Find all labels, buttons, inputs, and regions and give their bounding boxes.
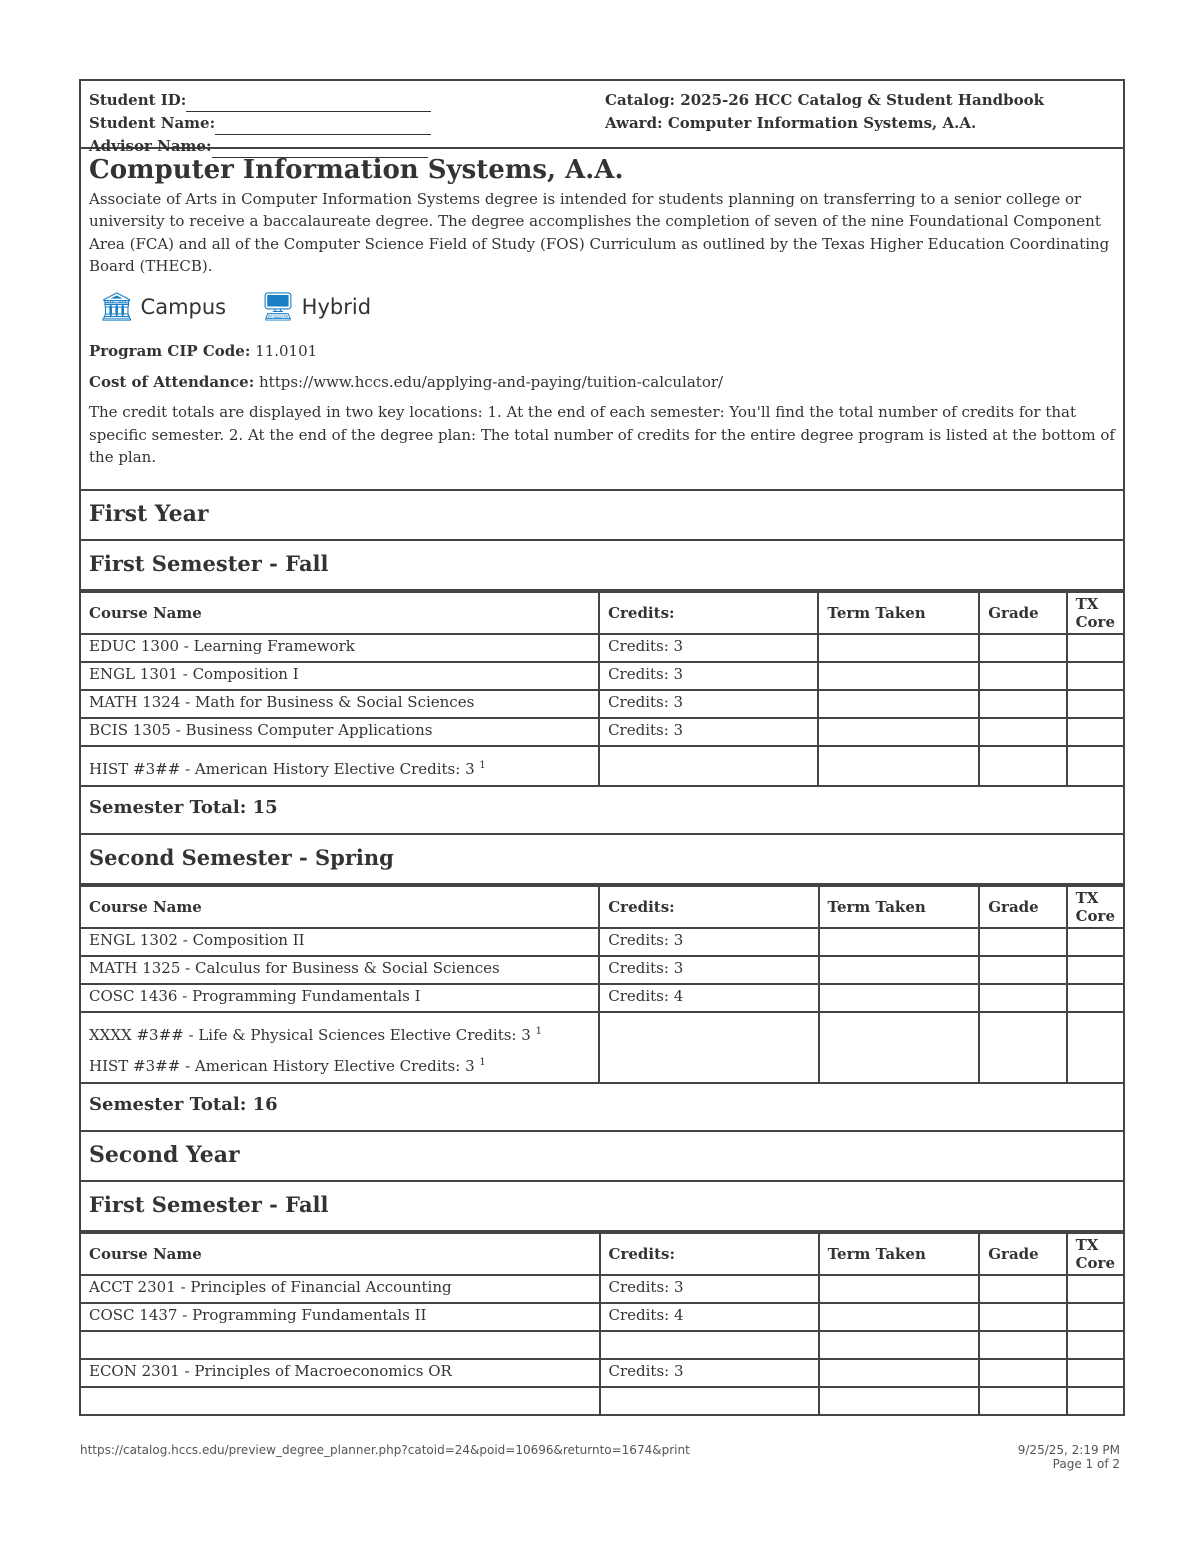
cip-label: Program CIP Code: xyxy=(89,342,251,360)
course-table xyxy=(81,885,1123,1084)
degree-plan xyxy=(79,79,1125,1416)
elective-cell xyxy=(81,746,599,786)
table-row xyxy=(81,984,1123,1012)
student-name-label: Student Name: xyxy=(89,114,216,132)
credits-cell: Credits: 3 xyxy=(599,634,818,662)
column-header: Course Name xyxy=(81,886,599,928)
table-row xyxy=(81,1331,1123,1359)
grade-cell[interactable] xyxy=(979,956,1066,984)
elective-row xyxy=(81,1012,1123,1083)
term-taken-cell[interactable] xyxy=(819,1331,980,1359)
tx-core-cell[interactable] xyxy=(1067,956,1123,984)
table-header-row xyxy=(81,592,1123,634)
term-taken-cell[interactable] xyxy=(818,746,979,786)
year-heading: Second Year xyxy=(81,1132,1123,1182)
table-row xyxy=(81,1275,1123,1303)
mode-hybrid xyxy=(260,289,372,323)
column-header: Course Name xyxy=(81,1233,600,1275)
course-name-cell xyxy=(81,1331,600,1359)
table-header-row xyxy=(81,1233,1123,1275)
course-name-cell: COSC 1437 - Programming Fundamentals II xyxy=(81,1303,600,1331)
elective-row xyxy=(81,746,1123,786)
tx-core-cell[interactable] xyxy=(1067,1359,1123,1387)
credits-cell: Credits: 3 xyxy=(600,1359,819,1387)
table-row xyxy=(81,718,1123,746)
program-title: Computer Information Systems, A.A. xyxy=(89,155,624,185)
course-name-cell: MATH 1325 - Calculus for Business & Social Sciences xyxy=(81,956,599,984)
elective-text: XXXX #3## - Life & Physical Sciences Elective Credits: 3 xyxy=(89,1025,531,1044)
grade-cell[interactable] xyxy=(979,690,1066,718)
grade-cell[interactable] xyxy=(979,1012,1066,1083)
footer-page: Page 1 of 2 xyxy=(1052,1457,1120,1471)
credits-cell xyxy=(600,1331,819,1359)
elective-item xyxy=(89,752,590,783)
grade-cell[interactable] xyxy=(979,1275,1066,1303)
cost-link[interactable]: https://www.hccs.edu/applying-and-paying/tuition-calculator/ xyxy=(259,372,724,391)
grade-cell[interactable] xyxy=(979,634,1066,662)
column-header: TX Core xyxy=(1067,1233,1123,1275)
mode-label: Campus xyxy=(140,294,227,319)
grade-cell[interactable] xyxy=(979,662,1066,690)
course-name-cell: ENGL 1302 - Composition II xyxy=(81,928,599,956)
mode-campus xyxy=(99,289,227,323)
column-header: Grade xyxy=(979,592,1066,634)
course-name-cell: ACCT 2301 - Principles of Financial Accounting xyxy=(81,1275,600,1303)
program-description: Associate of Arts in Computer Information Systems degree is intended for students planning on transferring to a senior college or university to receive a baccalaureate degree. The degree accomplishes the completion of seven of the nine Foundational Component Area (FCA) and all of the Computer Science Field of Study (FOS) Curriculum as outlined by the Texas Higher Education Coordinating Board (THECB). xyxy=(89,189,1110,275)
credits-cell: Credits: 3 xyxy=(599,690,818,718)
credits-cell: Credits: 3 xyxy=(600,1275,819,1303)
cip-value: 11.0101 xyxy=(255,342,318,360)
table-row xyxy=(81,956,1123,984)
course-name-cell: EDUC 1300 - Learning Framework xyxy=(81,634,599,662)
term-taken-cell[interactable] xyxy=(819,1303,980,1331)
course-name-cell: ECON 2301 - Principles of Macroeconomics OR xyxy=(81,1359,600,1387)
course-name-cell: COSC 1436 - Programming Fundamentals I xyxy=(81,984,599,1012)
tx-core-cell[interactable] xyxy=(1067,984,1123,1012)
term-taken-cell[interactable] xyxy=(819,956,980,984)
grade-cell[interactable] xyxy=(979,928,1066,956)
empty-cell xyxy=(600,1387,819,1415)
student-id-label: Student ID: xyxy=(89,91,187,109)
term-taken-cell[interactable] xyxy=(818,718,979,746)
column-header: TX Core xyxy=(1067,886,1123,928)
credits-cell xyxy=(599,746,818,786)
column-header: Grade xyxy=(979,1233,1066,1275)
semester-heading: First Semester - Fall xyxy=(81,541,1123,591)
table-row xyxy=(81,1359,1123,1387)
table-row xyxy=(81,1303,1123,1331)
empty-cell xyxy=(1067,1387,1123,1415)
term-taken-cell[interactable] xyxy=(819,928,980,956)
credits-cell: Credits: 3 xyxy=(599,718,818,746)
table-header-row xyxy=(81,886,1123,928)
credits-cell: Credits: 4 xyxy=(600,1303,819,1331)
course-name-cell: BCIS 1305 - Business Computer Applications xyxy=(81,718,599,746)
tx-core-cell[interactable] xyxy=(1067,1012,1123,1083)
empty-cell xyxy=(979,1387,1066,1415)
semester-heading: Second Semester - Spring xyxy=(81,835,1123,885)
footnote-mark: 1 xyxy=(479,1056,486,1068)
term-taken-cell[interactable] xyxy=(818,634,979,662)
building-columns-icon: 🏛 xyxy=(99,289,135,323)
program-intro xyxy=(81,149,1123,491)
hybrid-icon: 🖥 xyxy=(260,289,296,323)
advisor-name-label: Advisor Name: xyxy=(89,137,212,155)
semester-total: Semester Total: 16 xyxy=(81,1084,1123,1132)
grade-cell[interactable] xyxy=(979,1303,1066,1331)
grade-cell[interactable] xyxy=(979,1331,1066,1359)
elective-text: HIST #3## - American History Elective Credits: 3 xyxy=(89,759,475,778)
tx-core-cell[interactable] xyxy=(1067,690,1123,718)
column-header: Term Taken xyxy=(818,592,979,634)
table-row xyxy=(81,1387,1123,1415)
mode-label: Hybrid xyxy=(301,294,372,319)
credits-cell: Credits: 3 xyxy=(599,956,818,984)
table-row xyxy=(81,690,1123,718)
empty-cell xyxy=(81,1387,600,1415)
grade-cell[interactable] xyxy=(979,718,1066,746)
elective-cell xyxy=(81,1012,599,1083)
footnote-mark: 1 xyxy=(535,1025,542,1037)
course-table xyxy=(81,1232,1123,1416)
year-heading: First Year xyxy=(81,491,1123,541)
grade-cell[interactable] xyxy=(979,984,1066,1012)
column-header: Credits: xyxy=(600,1233,819,1275)
elective-item xyxy=(89,1049,590,1080)
credits-cell: Credits: 3 xyxy=(599,928,818,956)
column-header: Credits: xyxy=(599,886,818,928)
course-table xyxy=(81,591,1123,787)
credit-note: The credit totals are displayed in two key locations: 1. At the end of each semester: You'll find the total number of credits for that specific semester. 2. At the end of the degree plan: The total number of credits for the entire degree program is listed at the bottom of the plan. xyxy=(89,403,1115,466)
tx-core-cell[interactable] xyxy=(1067,746,1123,786)
grade-cell[interactable] xyxy=(979,1359,1066,1387)
term-taken-cell[interactable] xyxy=(819,1359,980,1387)
credits-cell: Credits: 3 xyxy=(599,662,818,690)
elective-item xyxy=(89,1018,590,1049)
tx-core-cell[interactable] xyxy=(1067,1303,1123,1331)
table-row xyxy=(81,634,1123,662)
column-header: Credits: xyxy=(599,592,818,634)
table-row xyxy=(81,662,1123,690)
tx-core-cell[interactable] xyxy=(1067,718,1123,746)
student-name-blank xyxy=(215,118,431,135)
term-taken-cell[interactable] xyxy=(819,1012,980,1083)
student-id-blank xyxy=(186,95,431,112)
term-taken-cell[interactable] xyxy=(818,662,979,690)
term-taken-cell[interactable] xyxy=(819,1275,980,1303)
tx-core-cell[interactable] xyxy=(1067,1275,1123,1303)
empty-cell xyxy=(819,1387,980,1415)
column-header: TX Core xyxy=(1067,592,1123,634)
catalog-label: Catalog: 2025-26 HCC Catalog & Student Handbook xyxy=(605,91,1045,109)
table-row xyxy=(81,928,1123,956)
footer-datetime: 9/25/25, 2:19 PM xyxy=(1017,1443,1120,1457)
footnote-mark: 1 xyxy=(479,759,486,771)
cost-label: Cost of Attendance: xyxy=(89,372,255,391)
column-header: Term Taken xyxy=(819,886,980,928)
semester-total: Semester Total: 15 xyxy=(81,787,1123,835)
credits-cell xyxy=(599,1012,818,1083)
term-taken-cell[interactable] xyxy=(819,984,980,1012)
student-header xyxy=(81,81,1123,155)
tx-core-cell[interactable] xyxy=(1067,662,1123,690)
column-header: Course Name xyxy=(81,592,599,634)
award-label: Award: Computer Information Systems, A.A. xyxy=(605,114,977,132)
tx-core-cell[interactable] xyxy=(1067,634,1123,662)
term-taken-cell[interactable] xyxy=(818,690,979,718)
course-name-cell: MATH 1324 - Math for Business & Social Sciences xyxy=(81,690,599,718)
grade-cell[interactable] xyxy=(979,746,1066,786)
tx-core-cell[interactable] xyxy=(1067,1331,1123,1359)
elective-text: HIST #3## - American History Elective Credits: 3 xyxy=(89,1056,475,1075)
credits-cell: Credits: 4 xyxy=(599,984,818,1012)
footer-url: https://catalog.hccs.edu/preview_degree_planner.php?catoid=24&poid=10696&returnto=1674&print xyxy=(80,1443,690,1457)
column-header: Term Taken xyxy=(819,1233,980,1275)
course-name-cell: ENGL 1301 - Composition I xyxy=(81,662,599,690)
tx-core-cell[interactable] xyxy=(1067,928,1123,956)
column-header: Grade xyxy=(979,886,1066,928)
semester-heading: First Semester - Fall xyxy=(81,1182,1123,1232)
